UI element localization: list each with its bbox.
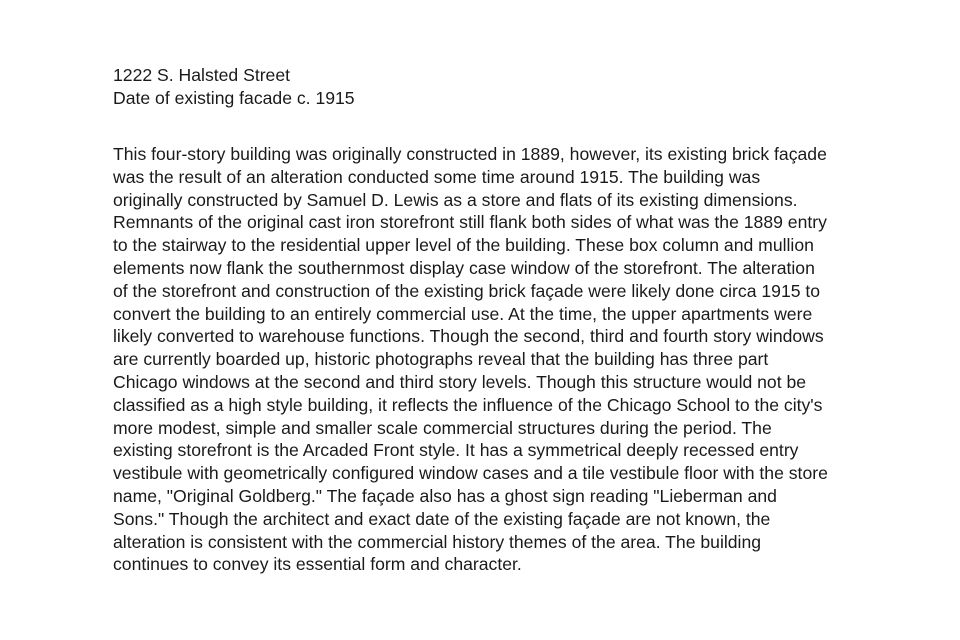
paragraph-line: existing storefront is the Arcaded Front style. It has a symmetrical deeply recessed entry	[113, 440, 799, 461]
paragraph-line: alteration is consistent with the commercial history themes of the area. The building	[113, 531, 762, 552]
address-line: 1222 S. Halsted Street	[113, 65, 291, 85]
paragraph-line: of the storefront and construction of the existing brick façade were likely done circa 1915 to	[113, 280, 821, 301]
paragraph-line: classified as a high style building, it reflects the influence of the Chicago School to the city's	[113, 394, 823, 415]
paragraph-line: Sons." Though the architect and exact date of the existing façade are not known, the	[113, 508, 771, 529]
paragraph-line: was the result of an alteration conducted some time around 1915. The building was	[113, 166, 761, 187]
paragraph-line: more modest, simple and smaller scale commercial structures during the period. The	[113, 417, 772, 438]
paragraph-line: to the stairway to the residential upper level of the building. These box column and mullion	[113, 235, 814, 256]
paragraph-line: likely converted to warehouse functions. Though the second, third and fourth story windows	[113, 326, 824, 347]
document-header	[113, 64, 873, 110]
paragraph-line: name, "Original Goldberg." The façade also has a ghost sign reading "Lieberman and	[113, 485, 777, 506]
facade-date-line: Date of existing facade c. 1915	[113, 87, 355, 108]
paragraph-line: are currently boarded up, historic photographs reveal that the building has three part	[113, 349, 769, 370]
paragraph-line: Chicago windows at the second and third story levels. Though this structure would not be	[113, 371, 807, 392]
paragraph-line: continues to convey its essential form and character.	[113, 554, 522, 575]
paragraph-line: Remnants of the original cast iron storefront still flank both sides of what was the 1889 entry	[113, 212, 827, 233]
description-paragraph	[113, 143, 873, 576]
paragraph-line: originally constructed by Samuel D. Lewis as a store and flats of its existing dimensions.	[113, 189, 798, 210]
paragraph-line: elements now flank the southernmost display case window of the storefront. The alteration	[113, 257, 815, 278]
paragraph-line: vestibule with geometrically configured window cases and a tile vestibule floor with the store	[113, 463, 828, 484]
paragraph-line: This four-story building was originally constructed in 1889, however, its existing brick façade	[113, 144, 827, 164]
paragraph-line: convert the building to an entirely commercial use. At the time, the upper apartments were	[113, 303, 813, 324]
